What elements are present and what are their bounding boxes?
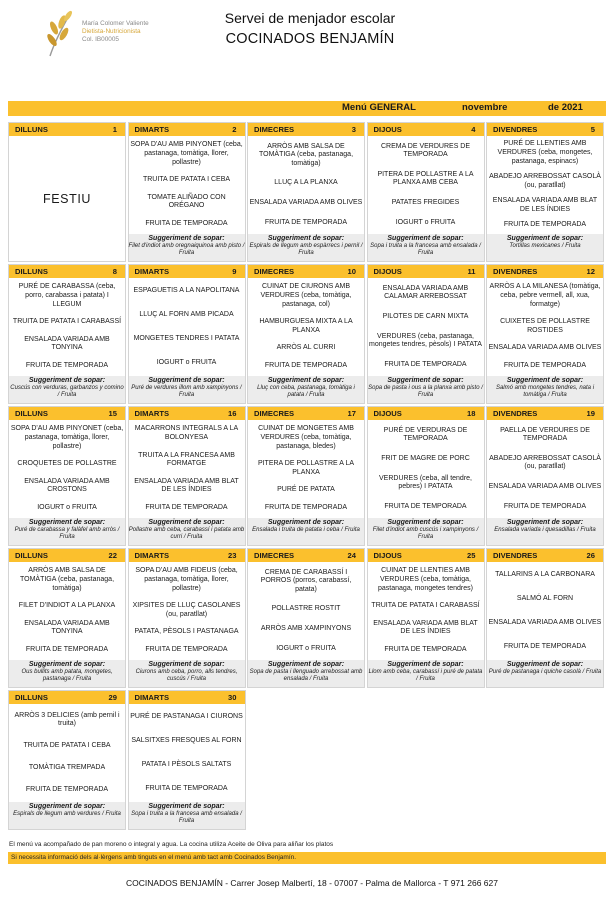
day-cell [128,406,246,546]
suggestion-text: Ensalada i truita de patata i ceba / Fruita [252,527,360,533]
day-cell [486,548,604,688]
day-name: DIJOUS [373,267,402,276]
day-name: DIVENDRES [493,551,538,560]
dish-item: FRUITA DE TEMPORADA [25,645,109,653]
day-cell [128,264,246,404]
dinner-suggestion [9,802,125,829]
page-subtitle: COCINADOS BENJAMÍN [225,31,395,47]
dish-item: ARRÒS A LA MILANESA (tomàtiga, ceba, pebre vermell, all, xua, formatge) [489,283,601,308]
dish-item: PURÉ DE PASTANAGA I CIURONS [130,712,243,720]
suggestion-title: Suggeriment de sopar: [506,661,584,668]
day-header [9,123,125,136]
day-number: 15 [108,409,117,418]
dish-item: SALSITXES FRESQUES AL FORN [131,736,242,744]
suggestion-text: Puré de carabassa y falàfel amb arròs / Fruita [14,527,120,541]
suggestion-title: Suggeriment de sopar: [148,377,225,384]
suggestion-title: Suggeriment de sopar: [267,661,345,668]
day-header [248,265,364,278]
dish-item: FRUITA DE TEMPORADA [384,645,467,653]
day-name: DIMARTS [134,551,170,560]
day-cell [367,406,485,546]
dish-list [129,278,245,376]
dish-item: CUINAT DE LLENTIES AMB VERDURES (ceba, tomàtiga, pastanaga, mongetes tendres) [378,567,473,592]
brand-name: María Colomer Valiente [82,20,149,27]
day-name: DIJOUS [373,125,402,134]
dish-item: TRUITA DE PATATA I CEBA [23,742,111,750]
dish-item: TALLARINS A LA CARBONARA [495,570,595,578]
day-number: 23 [228,551,237,560]
dish-list [248,562,364,660]
dish-list [129,704,245,802]
suggestion-title: Suggeriment de sopar: [387,235,464,242]
menu-bar [8,101,606,116]
dish-item: VERDURES (ceba, all tendre, pebres) I PATATA [379,474,472,491]
day-name: DIVENDRES [493,409,538,418]
menu-calendar [8,122,604,830]
dinner-suggestion [248,234,364,261]
suggestion-text: Puré de verdures illom amb xampinyons / Fruita [131,385,242,399]
dish-item: ABADEJO ARREBOSSAT CASOLÀ (ou, paratllat) [489,173,601,189]
day-number: 17 [347,409,356,418]
dish-item: FRIT DE MAGRE DE PORC [381,454,470,462]
suggestion-title: Suggeriment de sopar: [267,519,345,526]
dish-item: SALMÓ AL FORN [516,594,574,602]
dish-item: FRUITA DE TEMPORADA [264,503,348,511]
suggestion-text: Salmó amb mongetes tendres, nata i tomàtiga / Fruita [495,385,595,399]
suggestion-text: Pollastre amb ceba, carabassí i patata amb curri / Fruita [128,527,245,541]
day-name: DILLUNS [15,693,48,702]
day-number: 8 [112,267,117,276]
dish-item: ARRÒS AMB SALSA DE TOMÀTIGA (ceba, pastanaga, tomàtiga) [258,142,354,167]
dinner-suggestion [129,518,245,545]
day-cell [247,406,365,546]
dish-item: ENSALADA VARIADA AMB OLIVES [249,199,363,207]
dinner-suggestion [129,234,245,261]
suggestion-title: Suggeriment de sopar: [267,235,345,242]
day-header [248,123,364,136]
day-cell [367,264,485,404]
dish-item: FRUITA DE TEMPORADA [503,642,587,650]
dinner-suggestion [487,660,603,687]
day-name: DIMARTS [134,267,170,276]
day-header [248,549,364,562]
suggestion-title: Suggeriment de sopar: [506,377,584,384]
dinner-suggestion [487,234,603,261]
day-name: DIMARTS [134,125,170,134]
suggestion-text: Tortillas mexicanes / Fruita [509,243,581,249]
day-header [368,265,484,278]
dish-list [129,420,245,518]
dish-list [129,562,245,660]
suggestion-text: Ensalada variada i quesadillas / Fruita [494,527,596,533]
dinner-suggestion [368,518,484,545]
day-number: 24 [347,551,356,560]
dish-item: FRUITA DE TEMPORADA [145,503,228,511]
suggestion-text: Sopa de pasta i ous a la planxa amb pisto / Fruita [368,385,483,399]
dish-list [9,420,125,518]
day-number: 30 [228,693,237,702]
dinner-suggestion [368,660,484,687]
dish-item: ENSALADA VARIADA AMB OLIVES [488,344,602,352]
dish-item: ENSALADA VARIADA AMB OLIVES [488,618,602,626]
day-number: 26 [586,551,595,560]
day-header [129,123,245,136]
suggestion-text: Puré de pastanaga i quiche casolà / Fruita [488,669,602,675]
suggestion-text: Llom amb ceba, carabassí i puré de patata / Fruita [368,669,483,683]
dinner-suggestion [248,660,364,687]
suggestion-title: Suggeriment de sopar: [28,519,106,526]
dish-item: TRUITA DE PATATA I CARABASSÍ [371,602,480,610]
day-name: DIMECRES [254,267,295,276]
menu-month: novembre [462,102,508,113]
day-name: DIMECRES [254,409,295,418]
dish-item: SOPA D'AU AMB PINYONET (ceba, pastanaga, tomàtiga, llorer, pollastre) [10,425,124,450]
day-name: DILLUNS [15,125,48,134]
dish-item: PITERA DE POLLASTRE A LA PLANXA [257,460,355,476]
dish-list [368,136,484,234]
dish-item: LLUÇ A LA PLANXA [274,179,338,187]
day-number: 1 [112,125,117,134]
dish-item: FRUITA DE TEMPORADA [503,361,587,369]
day-header [9,407,125,420]
day-name: DIVENDRES [493,267,538,276]
dish-item: MONGETES TENDRES I PATATA [133,334,240,342]
day-number: 25 [467,551,476,560]
day-header [487,407,603,420]
dinner-suggestion [9,518,125,545]
suggestion-title: Suggeriment de sopar: [387,519,464,526]
dish-item: HAMBURGUESA MIXTA A LA PLANXA [259,318,353,334]
day-header [9,265,125,278]
dish-list [487,562,603,660]
dinner-suggestion [487,376,603,403]
dinner-suggestion [129,376,245,403]
day-number: 2 [232,125,237,134]
menu-year: de 2021 [548,102,583,113]
day-header [368,407,484,420]
day-name: DIJOUS [373,409,402,418]
day-number: 9 [232,267,237,276]
dish-item: FRUITA DE TEMPORADA [384,502,467,510]
dish-item: FRUITA DE TEMPORADA [384,360,467,368]
day-number: 11 [467,267,476,276]
dish-list [487,420,603,518]
dish-item: ENSALADA VARIADA AMB TONYINA [24,335,110,352]
day-header [487,123,603,136]
dish-item: ABADEJO ARREBOSSAT CASOLÀ (ou, paratllat) [489,454,601,471]
suggestion-text: Espirals de llegum amb verdures / Fruita [13,811,121,817]
day-number: 18 [467,409,476,418]
dinner-suggestion [248,376,364,403]
day-cell [247,122,365,262]
day-header [9,691,125,704]
suggestion-text: Espirals de llegum amb espàrrecs i pernil / Fruita [249,243,363,257]
day-header [9,549,125,562]
dinner-suggestion [368,234,484,261]
day-cell [367,548,485,688]
dish-list [487,278,603,376]
dish-item: PAELLA DE VERDURES DE TEMPORADA [500,426,590,443]
dish-item: IOGURT o FRUITA [395,218,456,226]
suggestion-text: Filet d'indiot amb cuscús i xampinyons / Fruita [372,527,479,541]
dish-list [248,136,364,234]
day-number: 22 [108,551,117,560]
day-number: 3 [351,125,356,134]
dish-item: ENSALADA VARIADA AMB BLAT DE LES ÍNDIES [373,619,478,636]
dish-item: ARRÒS AMB SALSA DE TOMÀTIGA (ceba, pastanaga, tomàtiga) [19,567,115,592]
day-cell [8,690,126,830]
day-header [129,549,245,562]
day-name: DIMARTS [134,409,170,418]
suggestion-text: Ous bullits amb patata, mongetes, pastanaga / Fruita [21,669,113,683]
dish-item: FRUITA DE TEMPORADA [145,784,228,792]
dish-item: FRUITA DE TEMPORADA [264,218,348,226]
day-cell [486,122,604,262]
dish-item: PURÉ DE LLENTIES AMB VERDURES (ceba, mongetes, pastanaga, espinacs) [497,140,593,165]
empty-cell [486,690,604,830]
dish-item: ARRÒS AMB XAMPINYONS [260,625,352,633]
dish-item: SOPA D'AU AMB FIDEUS (ceba, pastanaga, tomàtiga, llorer, pollastre) [135,567,238,592]
dinner-suggestion [368,376,484,403]
brand-profession: Dietista-Nutricionista [82,28,141,35]
dish-item: PATATES FREGIDES [391,199,460,207]
day-cell [247,548,365,688]
dish-item: IOGURT o FRUITA [276,644,336,652]
dinner-suggestion [248,518,364,545]
day-name: DILLUNS [15,551,48,560]
dish-item: ENSALADA VARIADA AMB TONYINA [24,619,110,636]
dinner-suggestion [129,660,245,687]
day-cell [128,690,246,830]
day-cell [8,406,126,546]
dinner-suggestion [487,518,603,545]
day-number: 4 [471,125,476,134]
dish-item: PURÉ DE PATATA [277,486,335,494]
brand-license: Col. IB00005 [82,36,119,43]
dish-item: PURÉ DE CARABASSA (ceba, porro, carabassa i patata) I LLEGUM [18,283,116,308]
dinner-suggestion [129,802,245,829]
dish-item: CUINAT DE MONGETES AMB VERDURES (ceba, tomàtiga, pastanaga, bledes) [258,425,354,450]
dish-list [487,136,603,234]
dish-item: TRUITA DE PATATA I CEBA [142,176,231,184]
dish-item: PURÉ DE VERDURAS DE TEMPORADA [383,426,468,443]
dish-item: ESPAGUETIS A LA NAPOLITANA [133,286,240,294]
suggestion-title: Suggeriment de sopar: [148,519,225,526]
dish-item: PATATA, PÈSOLS I PASTANAGA [134,628,239,636]
dinner-suggestion [9,376,125,403]
dish-item: ENSALADA VARIADA AMB CALAMAR ARREBOSSAT [382,284,469,301]
menu-note: El menú va acompañado de pan moreno o integral y agua. La cocina utiliza Aceite de Oliva para aliñar los platos [9,841,334,848]
day-header [129,691,245,704]
dish-item: ENSALADA VARIADA AMB OLIVES [488,483,602,491]
dish-item: TRUITA A LA FRANCESA AMB FORMATGE [138,451,235,468]
day-name: DILLUNS [15,267,48,276]
day-cell [367,122,485,262]
page-title: Servei de menjador escolar [224,10,396,26]
day-header [129,265,245,278]
dish-item: FRUITA DE TEMPORADA [145,219,228,227]
day-header [368,123,484,136]
dish-item: PILOTES DE CARN MIXTA [382,312,469,320]
dish-item: CUIXETES DE POLLASTRE ROSTIDES [500,318,590,334]
dish-item: IOGURT o FRUITA [37,503,97,511]
day-number: 16 [228,409,237,418]
day-name: DIMECRES [254,551,295,560]
suggestion-title: Suggeriment de sopar: [387,661,464,668]
suggestion-title: Suggeriment de sopar: [148,235,225,242]
empty-cell [247,690,365,830]
dish-item: PITERA DE POLLASTRE A LA PLANXA AMB CEBA [377,170,474,187]
dish-item: FRUITA DE TEMPORADA [264,361,348,369]
allergen-note: Si necessita informació dels al·lèrgens amb tinguts en el menú amb tact amb Cocinados Benjamín. [8,852,606,864]
dish-item: POLLASTRE ROSTIT [271,605,341,613]
day-header [487,549,603,562]
dish-item: CREMA DE CARABASSÍ I PORROS (porros, carabassí, patata) [260,568,352,593]
day-header [487,265,603,278]
day-header [129,407,245,420]
day-cell [128,548,246,688]
dish-list [248,278,364,376]
day-cell [128,122,246,262]
dish-item: TOMÀTIGA TREMPADA [28,763,106,771]
day-cell [8,548,126,688]
dish-item: IOGURT o FRUITA [156,358,217,366]
suggestion-title: Suggeriment de sopar: [387,377,464,384]
empty-cell [367,690,485,830]
suggestion-title: Suggeriment de sopar: [148,803,225,810]
dish-item: FRUITA DE TEMPORADA [25,361,109,369]
suggestion-text: Sopa de pasta i llenguado arrebossat amb ensalada / Fruita [249,669,363,683]
dish-item: FILET D'INDIOT A LA PLANXA [18,602,116,610]
dish-list [368,562,484,660]
dish-item: PATATA I PÈSOLS SALTATS [141,760,232,768]
suggestion-text: Sopa i truita a la francesa amb ensalada / Fruita [131,811,242,825]
dish-item: FRUITA DE TEMPORADA [145,645,228,653]
dish-item: ARRÒS AL CURRI [276,344,336,352]
day-cell [8,122,126,262]
suggestion-title: Suggeriment de sopar: [148,661,225,668]
dish-list [129,136,245,234]
day-number: 5 [590,125,595,134]
dish-item: ENSALADA VARIADA AMB BLAT DE LES ÍNDIES [134,477,239,494]
suggestion-title: Suggeriment de sopar: [506,235,584,242]
day-cell [486,264,604,404]
day-number: 29 [108,693,117,702]
day-header [248,407,364,420]
suggestion-text: Sopa i truita a la francesa amb ensalada / Fruita [370,243,481,257]
day-cell [8,264,126,404]
suggestion-text: Ciurons amb ceba, porro, alls tendres, cuscús / Fruita [135,669,238,683]
dish-list [368,420,484,518]
suggestion-title: Suggeriment de sopar: [28,661,106,668]
dinner-suggestion [9,660,125,687]
dish-item: SOPA D'AU AMB PINYONET (ceba, pastanaga, tomàtiga, llorer, pollastre) [130,141,243,166]
day-number: 10 [347,267,356,276]
dish-item: FRUITA DE TEMPORADA [503,221,587,228]
dish-item: FRUITA DE TEMPORADA [25,785,109,793]
dish-item: CROQUETES DE POLLASTRE [17,460,117,468]
day-cell [247,264,365,404]
day-name: DIMECRES [254,125,295,134]
suggestion-text: Cuscús con verduras, garbanzos y comino / Fruita [10,385,124,399]
day-cell [486,406,604,546]
suggestion-text: Filet d'indiot amb oregnaiquinoa amb pisto / Fruita [128,243,245,257]
dish-item: ENSALADA VARIADA AMB BLAT DE LES ÍNDIES [492,197,598,213]
suggestion-text: Lluç con ceba, pastanaga, tomàtiga i patata / Fruita [257,385,355,399]
holiday-label: FESTIU [42,191,92,206]
day-name: DIMARTS [134,693,170,702]
day-number: 12 [586,267,595,276]
suggestion-title: Suggeriment de sopar: [28,377,106,384]
dish-list [9,278,125,376]
dish-item: LLUÇ AL FORN AMB PICADA [139,310,234,318]
day-name: DIVENDRES [493,125,538,134]
day-header [368,549,484,562]
dish-item: TOMATE ALIÑADO CON ORÉGANO [147,193,226,210]
menu-label: Menú GENERAL [342,102,416,113]
dish-item: VERDURES (ceba, pastanaga, mongetes tendres, pèsols) I PATATA [369,332,482,349]
dish-item: MACARRONS INTEGRALS A LA BOLONYESA [134,425,239,442]
dish-list [9,562,125,660]
day-name: DILLUNS [15,409,48,418]
dish-item: CUINAT DE CIURONS AMB VERDURES (ceba, tomàtiga, pastanaga, col) [260,283,352,308]
suggestion-title: Suggeriment de sopar: [28,803,106,810]
dish-list [368,278,484,376]
dish-item: FRUITA DE TEMPORADA [503,502,587,510]
suggestion-title: Suggeriment de sopar: [506,519,584,526]
dish-list [9,704,125,802]
dish-item: TRUITA DE PATATA I CARABASSÍ [12,318,122,326]
contact-line: COCINADOS BENJAMÍN - Carrer Josep Malbertí, 18 - 07007 - Palma de Mallorca - T 971 266 627 [126,878,498,888]
dish-item: ENSALADA VARIADA AMB CROSTONS [24,477,110,494]
day-number: 19 [586,409,595,418]
day-name: DIJOUS [373,551,402,560]
dish-item: XIPSITES DE LLUÇ CASOLANES (ou, paratllat) [132,602,241,618]
dish-list [248,420,364,518]
dish-item: CREMA DE VERDURES DE TEMPORADA [380,142,471,159]
suggestion-title: Suggeriment de sopar: [267,377,345,384]
dish-item: ARRÒS 3 DELICIES (amb pernil i truita) [14,711,120,728]
